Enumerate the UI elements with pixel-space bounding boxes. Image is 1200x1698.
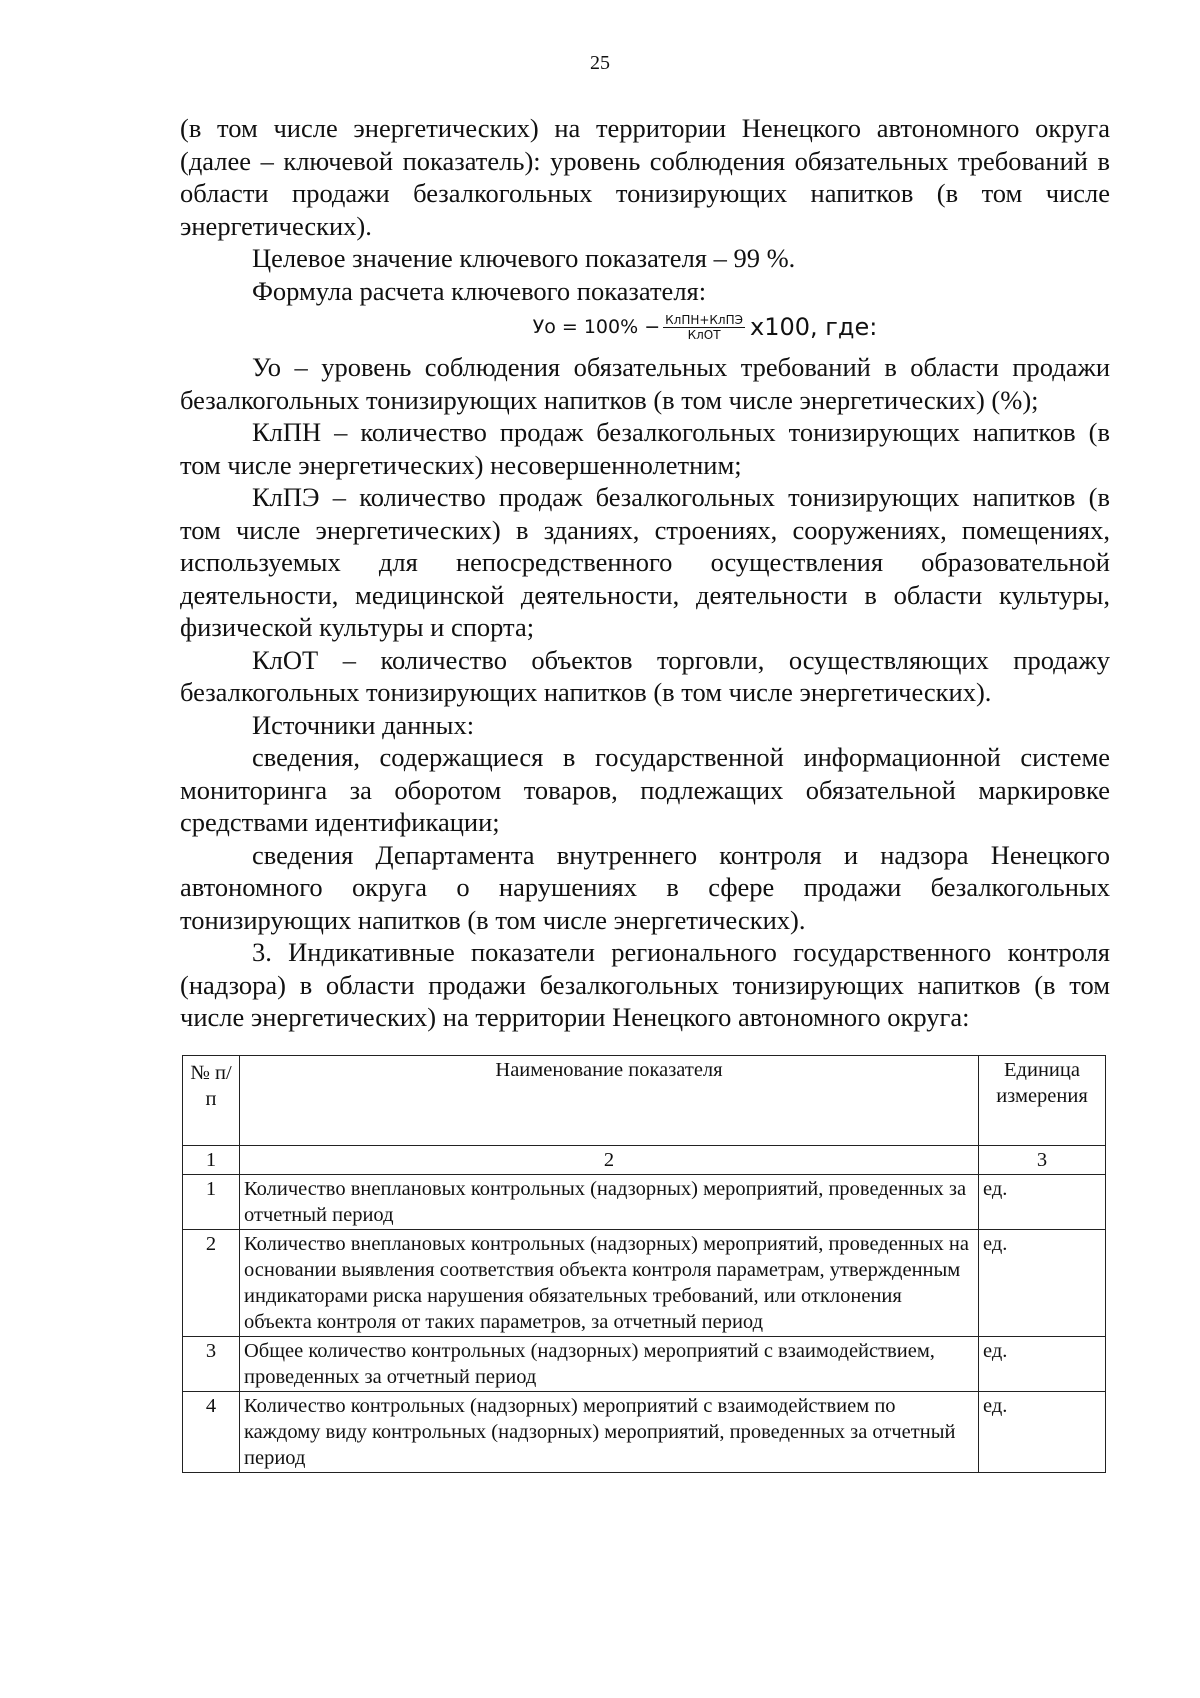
definition-klot: КлОТ – количество объектов торговли, осуществляющих продажу безалкогольных тонизирующих напитков (в том числе энергетических). — [180, 644, 1110, 707]
data-source-2: сведения Департамента внутреннего контроля и надзора Ненецкого автономного округа о нарушениях в сфере продажи безалкогольных тонизирующих напитков (в том числе энергетических). — [180, 839, 1110, 935]
index-cell-3: 3 — [979, 1146, 1106, 1175]
definition-uo: Уо – уровень соблюдения обязательных требований в области продажи безалкогольных тонизирующих напитков (в том числе энергетических) (%); — [180, 352, 1110, 415]
row-unit: ед. — [979, 1392, 1106, 1473]
formula — [300, 309, 1110, 345]
row-number: 1 — [183, 1175, 240, 1230]
row-unit: ед. — [979, 1337, 1106, 1392]
paragraph-intro: (в том числе энергетических) на территории Ненецкого автономного округа (далее – ключевой показатель): уровень соблюдения обязательных требований в области продажи безалкогольных тонизирующих напитков (в том числе энергетических). — [180, 113, 1110, 241]
data-source-1: сведения, содержащиеся в государственной информационной системе мониторинга за оборотом товаров, подлежащих обязательной маркировке средствами идентификации; — [180, 742, 1110, 837]
row-number: 4 — [183, 1392, 240, 1473]
row-number: 2 — [183, 1230, 240, 1337]
data-sources-heading: Источники данных: — [252, 709, 475, 740]
formula-numerator: КлПН+КлПЭ — [665, 312, 744, 327]
table-row — [183, 1337, 1106, 1392]
section-3-heading: 3. Индикативные показатели регионального государственного контроля (надзора) в области продажи безалкогольных тонизирующих напитков (в том числе энергетических) на территории Ненецкого автономного округа: — [180, 937, 1110, 1032]
definition-klpe: КлПЭ – количество продаж безалкогольных тонизирующих напитков (в том числе энергетических) в зданиях, строениях, сооружениях, помещениях, используемых для непосредственного осуществления образовательной деятельности, медицинской деятельности, деятельности в области культуры, физической культуры и спорта; — [180, 482, 1110, 642]
paragraph-target-value: Целевое значение ключевого показателя – 99 %. — [252, 243, 796, 273]
page-number: 25 — [590, 52, 610, 74]
formula-lhs: Уо = 100% − — [532, 316, 661, 338]
formula-denominator: КлОТ — [687, 327, 721, 342]
definition-klpn: КлПН – количество продаж безалкогольных тонизирующих напитков (в том числе энергетических) несовершеннолетним; — [180, 417, 1110, 480]
row-number: 3 — [183, 1337, 240, 1392]
row-name: Общее количество контрольных (надзорных) мероприятий с взаимодействием, проведенных за отчетный период — [240, 1337, 979, 1392]
formula-fraction — [663, 313, 745, 342]
table-row — [183, 1175, 1106, 1230]
row-name: Количество внеплановых контрольных (надзорных) мероприятий, проведенных на основании выявления соответствия объекта контроля параметрам, утвержденным индикаторами риска нарушения обязательных требований, или отклонения объекта контроля от таких параметров, за отчетный период — [240, 1230, 979, 1337]
header-number: № п/п — [183, 1056, 240, 1146]
row-name: Количество внеплановых контрольных (надзорных) мероприятий, проведенных за отчетный период — [240, 1175, 979, 1230]
index-cell-1: 1 — [183, 1146, 240, 1175]
formula-tail: х100, где: — [750, 313, 878, 341]
header-name: Наименование показателя — [240, 1056, 979, 1146]
paragraph-formula-heading: Формула расчета ключевого показателя: — [252, 275, 707, 306]
row-unit: ед. — [979, 1175, 1106, 1230]
table-header-row — [183, 1056, 1106, 1146]
indicators-table — [182, 1055, 1106, 1473]
row-name: Количество контрольных (надзорных) мероприятий с взаимодействием по каждому виду контрольных (надзорных) мероприятий, проведенных за отчетный период — [240, 1392, 979, 1473]
header-unit: Единица измерения — [979, 1056, 1106, 1146]
table-index-row — [183, 1146, 1106, 1175]
document-body — [180, 112, 1110, 1034]
table-row — [183, 1392, 1106, 1473]
index-cell-2: 2 — [240, 1146, 979, 1175]
row-unit: ед. — [979, 1230, 1106, 1337]
table-row — [183, 1230, 1106, 1337]
